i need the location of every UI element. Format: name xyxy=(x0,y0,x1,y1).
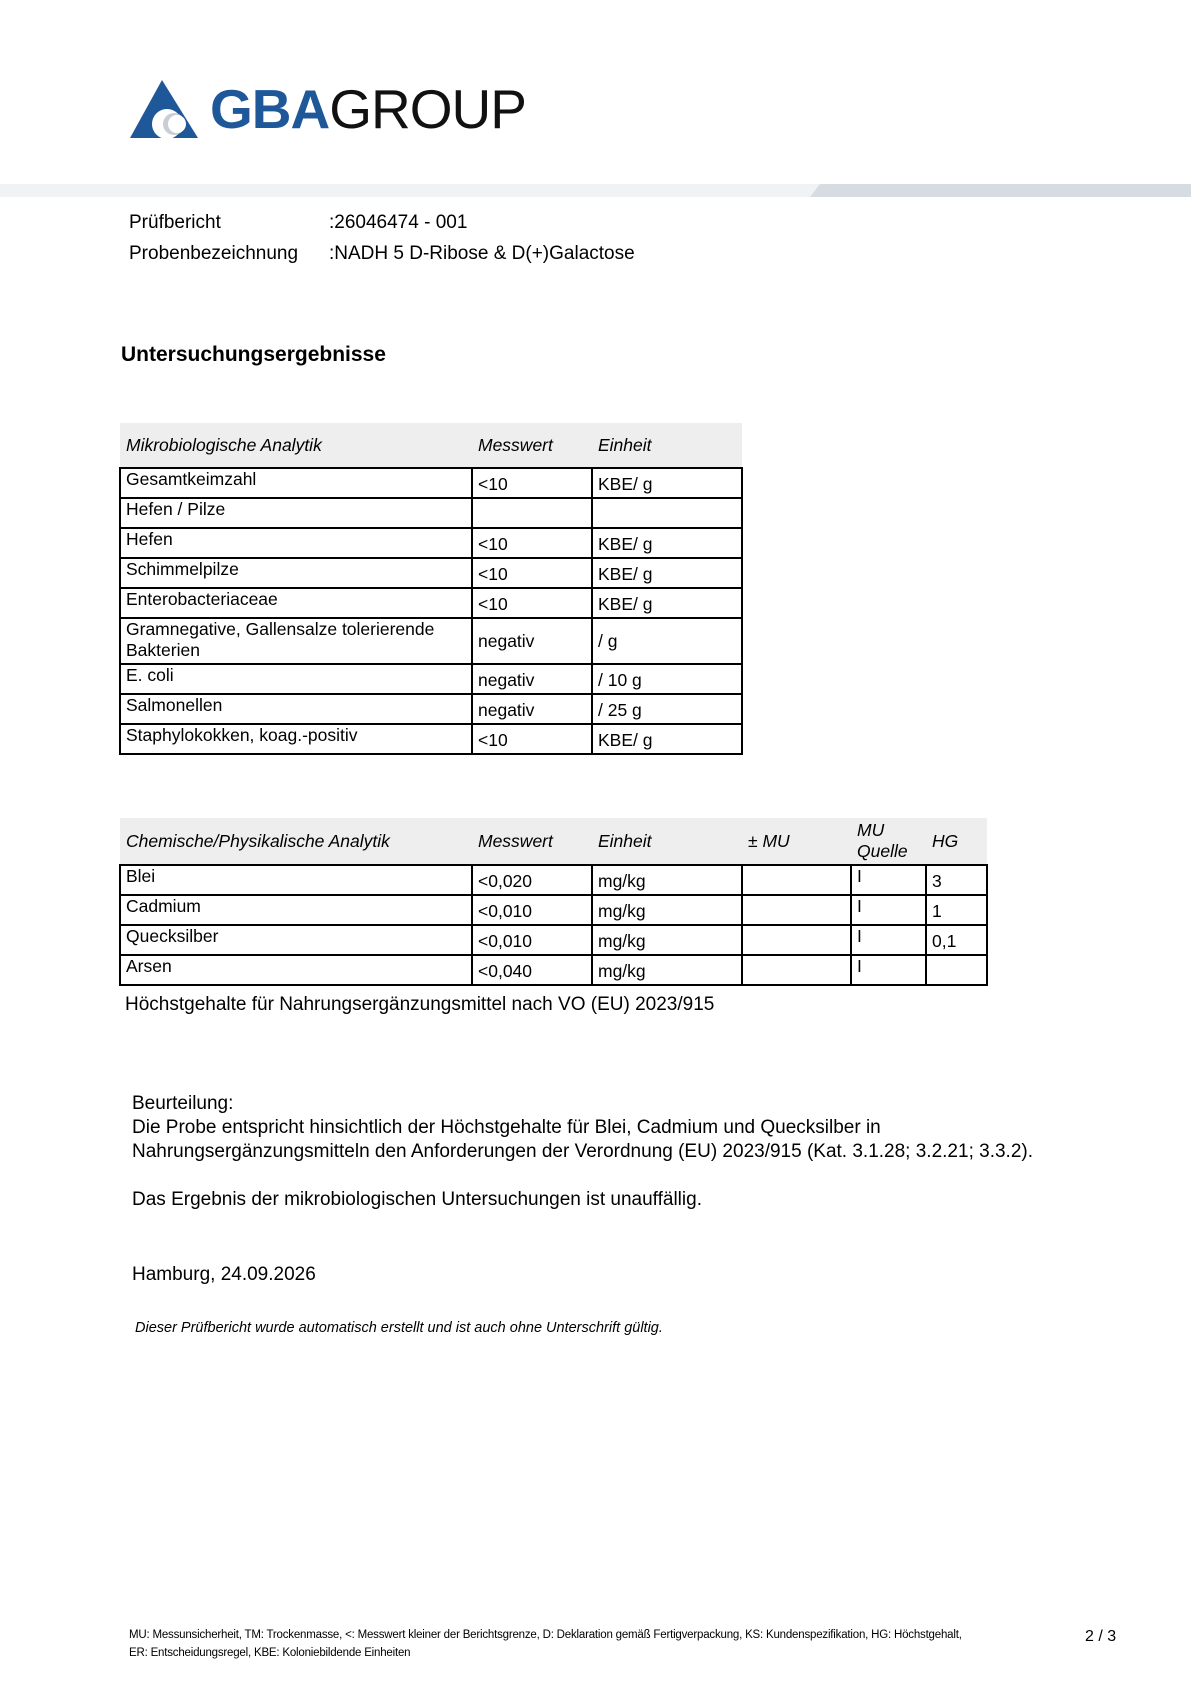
table-row xyxy=(120,955,987,985)
measured-value xyxy=(472,498,592,528)
unit: mg/kg xyxy=(592,865,742,895)
max-level-note: Höchstgehalte für Nahrungsergänzungsmittel nach VO (EU) 2023/915 xyxy=(125,994,715,1015)
analysis-name: Gramnegative, Gallensalze tolerierende Bakterien xyxy=(120,618,472,664)
table-row xyxy=(120,618,742,664)
table-row xyxy=(120,498,742,528)
measured-value: <0,010 xyxy=(472,925,592,955)
mu-value xyxy=(742,925,851,955)
analysis-name: Hefen xyxy=(120,528,472,558)
analysis-name: Staphylokokken, koag.-positiv xyxy=(120,724,472,754)
measured-value: negativ xyxy=(472,618,592,664)
sample-name: :NADH 5 D-Ribose & D(+)Galactose xyxy=(329,242,635,264)
auto-generated-note: Dieser Prüfbericht wurde automatisch erstellt und ist auch ohne Unterschrift gültig. xyxy=(135,1320,663,1336)
analysis-name: Quecksilber xyxy=(120,925,472,955)
analysis-name: Blei xyxy=(120,865,472,895)
unit: mg/kg xyxy=(592,925,742,955)
measured-value: <0,020 xyxy=(472,865,592,895)
table-row xyxy=(120,895,987,925)
logo-wordmark xyxy=(210,77,526,140)
assessment-line-1: Die Probe entspricht hinsichtlich der Höchstgehalte für Blei, Cadmium und Quecksilber in xyxy=(132,1117,881,1138)
analysis-name: E. coli xyxy=(120,664,472,694)
report-label: Prüfbericht xyxy=(129,211,221,233)
mu-source: I xyxy=(851,895,926,925)
measured-value: negativ xyxy=(472,694,592,724)
measured-value: <10 xyxy=(472,558,592,588)
unit: / 10 g xyxy=(592,664,742,694)
table-row xyxy=(120,865,987,895)
table-row xyxy=(120,558,742,588)
analysis-name: Gesamtkeimzahl xyxy=(120,468,472,498)
chemistry-table xyxy=(119,818,988,986)
max-level: 3 xyxy=(926,865,987,895)
gba-group-logo xyxy=(130,76,526,142)
header-value: Messwert xyxy=(472,423,592,468)
microbiology-header-row xyxy=(120,423,742,468)
mu-value xyxy=(742,865,851,895)
footnote-line-1: MU: Messunsicherheit, TM: Trockenmasse, <: Messwert kleiner der Berichtsgrenze, D: Deklaration gemäß Fertigverpackung, KS: Kundenspezifikation, HG: Höchstgehalt, xyxy=(129,1629,962,1641)
abbreviations-footnote xyxy=(129,1626,989,1662)
unit: KBE/ g xyxy=(592,724,742,754)
logo-brand-bold: GBA xyxy=(210,77,330,140)
max-level: 1 xyxy=(926,895,987,925)
header-mu-source: MU Quelle xyxy=(851,818,926,865)
max-level: 0,1 xyxy=(926,925,987,955)
unit: KBE/ g xyxy=(592,528,742,558)
assessment-heading: Beurteilung: xyxy=(132,1093,234,1114)
unit: mg/kg xyxy=(592,895,742,925)
unit: KBE/ g xyxy=(592,588,742,618)
header-unit: Einheit xyxy=(592,818,742,865)
mu-value xyxy=(742,955,851,985)
analysis-name: Salmonellen xyxy=(120,694,472,724)
footnote-line-2: ER: Entscheidungsregel, KBE: Koloniebildende Einheiten xyxy=(129,1647,411,1659)
unit: / 25 g xyxy=(592,694,742,724)
place-date: Hamburg, 24.09.2026 xyxy=(132,1264,316,1285)
page-number: 2 / 3 xyxy=(1085,1628,1117,1645)
analysis-name: Hefen / Pilze xyxy=(120,498,472,528)
header-analysis: Mikrobiologische Analytik xyxy=(120,423,472,468)
section-title: Untersuchungsergebnisse xyxy=(121,343,386,366)
unit: KBE/ g xyxy=(592,558,742,588)
measured-value: <10 xyxy=(472,528,592,558)
analysis-name: Enterobacteriaceae xyxy=(120,588,472,618)
gba-logo-mark-icon xyxy=(130,80,198,138)
mu-value xyxy=(742,895,851,925)
report-meta xyxy=(129,207,635,269)
measured-value: <0,040 xyxy=(472,955,592,985)
mu-source: I xyxy=(851,925,926,955)
measured-value: <0,010 xyxy=(472,895,592,925)
report-number: :26046474 - 001 xyxy=(329,211,468,233)
header-value: Messwert xyxy=(472,818,592,865)
table-row xyxy=(120,694,742,724)
sample-name-row xyxy=(129,238,635,269)
analysis-name: Cadmium xyxy=(120,895,472,925)
header-analysis: Chemische/Physikalische Analytik xyxy=(120,818,472,865)
assessment-block xyxy=(132,1092,1112,1212)
table-row xyxy=(120,724,742,754)
measured-value: <10 xyxy=(472,724,592,754)
unit: mg/kg xyxy=(592,955,742,985)
unit: / g xyxy=(592,618,742,664)
mu-source: I xyxy=(851,955,926,985)
table-row xyxy=(120,664,742,694)
sample-label: Probenbezeichnung xyxy=(129,242,299,264)
analysis-name: Schimmelpilze xyxy=(120,558,472,588)
header-unit: Einheit xyxy=(592,423,742,468)
mu-source: I xyxy=(851,865,926,895)
analysis-name: Arsen xyxy=(120,955,472,985)
header-hg: HG xyxy=(926,818,987,865)
micro-result-statement: Das Ergebnis der mikrobiologischen Untersuchungen ist unauffällig. xyxy=(132,1189,702,1210)
unit: KBE/ g xyxy=(592,468,742,498)
measured-value: <10 xyxy=(472,468,592,498)
microbiology-table xyxy=(119,423,743,755)
table-row xyxy=(120,528,742,558)
unit xyxy=(592,498,742,528)
table-row xyxy=(120,588,742,618)
measured-value: <10 xyxy=(472,588,592,618)
logo-brand-light: GROUP xyxy=(329,77,526,140)
report-number-row xyxy=(129,207,635,238)
chemistry-header-row xyxy=(120,818,987,865)
header-divider-band xyxy=(0,184,1191,197)
header-mu: ± MU xyxy=(742,818,851,865)
assessment-line-2: Nahrungsergänzungsmitteln den Anforderungen der Verordnung (EU) 2023/915 (Kat. 3.1.28; 3.2.21; 3.3.2). xyxy=(132,1141,1033,1162)
measured-value: negativ xyxy=(472,664,592,694)
max-level xyxy=(926,955,987,985)
table-row xyxy=(120,468,742,498)
table-row xyxy=(120,925,987,955)
